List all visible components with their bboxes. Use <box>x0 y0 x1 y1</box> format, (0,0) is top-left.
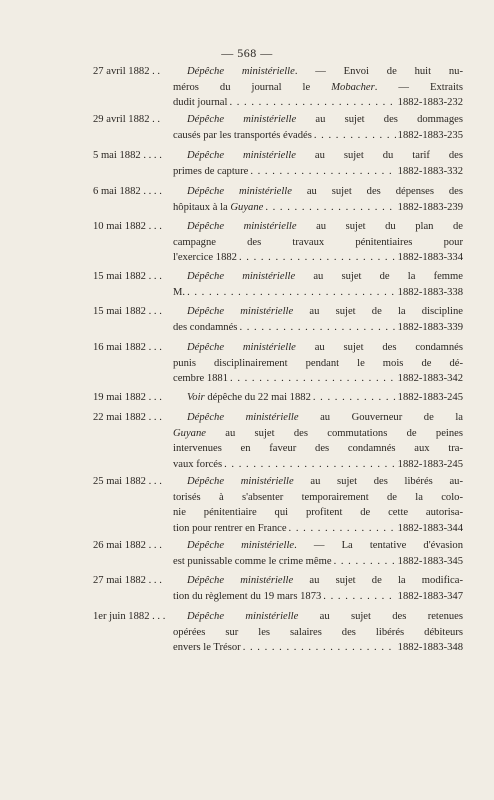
entry-line <box>173 200 463 216</box>
entry-line: Dépêche ministérielle. — Envoi de huit nu- <box>187 66 463 77</box>
entry-date: 27 mai 1882 . . . <box>93 575 162 586</box>
entry-line: nie pénitentiaire qui profitent de cette autorisa- <box>173 507 463 519</box>
entry-line: Dépêche ministérielle au sujet des dommages <box>187 114 463 125</box>
dot-leader <box>239 250 396 266</box>
entry-line-text: est punissable comme le crime même <box>173 555 332 567</box>
entry-reference: 1882-1883-348 <box>397 642 463 654</box>
entry-line: Dépêche ministérielle au sujet des libérés au- <box>187 476 463 487</box>
entry-line-text: Voir dépêche du 22 mai 1882 <box>187 392 311 403</box>
entry-line: Dépêche ministérielle au sujet du tarif des <box>187 150 463 161</box>
entry-description <box>173 64 463 111</box>
dot-leader <box>230 371 396 387</box>
entry-line: intervenues en faveur des condamnés aux tra- <box>173 443 463 455</box>
entry-date: 15 mai 1882 . . . <box>93 306 162 317</box>
entry-line-text: primes de capture <box>173 165 249 177</box>
entry-date: 27 avril 1882 . . <box>93 66 161 77</box>
entry-line-text: hôpitaux à la Guyane <box>173 201 264 213</box>
entry-line-text: dudit journal <box>173 97 228 109</box>
dot-leader <box>187 285 396 301</box>
dot-leader <box>313 390 396 406</box>
entry-line <box>173 521 463 537</box>
entry-description <box>173 474 463 536</box>
entry-line-text: l'exercice 1882 <box>173 252 237 264</box>
entry-date: 22 mai 1882 . . . <box>93 412 162 423</box>
entry-line <box>173 128 463 144</box>
entry-reference: 1882-1883-245 <box>397 392 463 403</box>
entry-line-text: des condamnés <box>173 321 238 333</box>
entry-reference: 1882-1883-235 <box>397 129 463 141</box>
entry-line-text: M. <box>173 286 186 298</box>
entry-line-text: tion du règlement du 19 mars 1873 <box>173 590 322 602</box>
entry-line <box>173 320 463 336</box>
entry-date: 1er juin 1882 . . . <box>93 611 166 622</box>
entry-date: 29 avril 1882 . . <box>93 114 161 125</box>
entry-line: Dépêche ministérielle au sujet des dépenses des <box>187 186 463 197</box>
entry-line: méros du journal le Mobacher. — Extraits <box>173 81 463 93</box>
entry-reference: 1882-1883-347 <box>397 590 463 602</box>
entry-line: Dépêche ministérielle au sujet des retenues <box>187 611 463 622</box>
entry-description <box>173 538 463 569</box>
entry-line-text: envers le Trésor <box>173 642 241 654</box>
dot-leader <box>323 589 395 605</box>
entry-description <box>173 410 463 472</box>
entry-reference: 1882-1883-338 <box>397 286 463 298</box>
entry-line: opérées sur les salaires des libérés débiteurs <box>173 626 463 638</box>
entry-line: punis disciplinairement pendant le mois de dé- <box>173 357 463 369</box>
entry-line: campagne des travaux pénitentiaires pour <box>173 236 463 248</box>
entry-line-text: tion pour rentrer en France <box>173 522 287 534</box>
entry-line <box>173 640 463 656</box>
entry-line <box>173 285 463 301</box>
entry-line: Dépêche ministérielle. — La tentative d'évasion <box>187 540 463 551</box>
entry-line: Dépêche ministérielle au sujet de la discipline <box>187 306 463 317</box>
entry-reference: 1882-1883-332 <box>397 165 463 177</box>
entry-date: 15 mai 1882 . . . <box>93 271 162 282</box>
entry-line <box>173 554 463 570</box>
entry-description <box>173 609 463 656</box>
entry-line: Dépêche ministérielle au sujet du plan de <box>187 221 463 232</box>
entry-line <box>173 95 463 111</box>
entry-line: Dépêche ministérielle au sujet des condamnés <box>187 342 463 353</box>
entry-date: 10 mai 1882 . . . <box>93 221 162 232</box>
entry-line: Dépêche ministérielle au Gouverneur de la <box>187 412 463 423</box>
entry-line <box>173 371 463 387</box>
entry-date: 16 mai 1882 . . . <box>93 342 162 353</box>
entry-description <box>173 390 463 406</box>
dot-leader <box>265 200 395 216</box>
dot-leader <box>314 128 396 144</box>
entry-line: Guyane au sujet des commutations de peines <box>173 427 463 439</box>
entry-line-text: vaux forcés <box>173 458 223 470</box>
entry-line <box>173 390 463 406</box>
entry-description <box>173 148 463 179</box>
entry-line-text: causés par les transportés évadés <box>173 129 312 141</box>
dot-leader <box>224 457 396 473</box>
entry-line-text: cembre 1881 <box>173 373 229 385</box>
page-number: — 568 — <box>221 46 273 60</box>
entry-reference: 1882-1883-344 <box>397 522 463 534</box>
entry-description <box>173 304 463 335</box>
entry-description <box>173 340 463 387</box>
dot-leader <box>229 95 395 111</box>
dot-leader <box>250 164 395 180</box>
entry-description <box>173 184 463 215</box>
entry-line <box>173 164 463 180</box>
entry-description <box>173 219 463 266</box>
entry-date: 26 mai 1882 . . . <box>93 540 162 551</box>
entry-line: Dépêche ministérielle au sujet de la femme <box>187 271 463 282</box>
entry-date: 6 mai 1882 . . . . <box>93 186 162 197</box>
entry-description <box>173 573 463 604</box>
entry-description <box>173 112 463 143</box>
dot-leader <box>243 640 396 656</box>
entry-date: 19 mai 1882 . . . <box>93 392 162 403</box>
entry-reference: 1882-1883-339 <box>397 321 463 333</box>
entry-line: Dépêche ministérielle au sujet de la modifica- <box>187 575 463 586</box>
entry-date: 25 mai 1882 . . . <box>93 476 162 487</box>
entry-reference: 1882-1883-342 <box>397 373 463 385</box>
entry-reference: 1882-1883-239 <box>397 201 463 213</box>
entry-line <box>173 589 463 605</box>
dot-leader <box>239 320 395 336</box>
entry-line <box>173 457 463 473</box>
entry-reference: 1882-1883-345 <box>397 555 463 567</box>
entry-reference: 1882-1883-232 <box>397 97 463 109</box>
entry-reference: 1882-1883-245 <box>397 458 463 470</box>
entry-description <box>173 269 463 300</box>
dot-leader <box>334 554 396 570</box>
entry-date: 5 mai 1882 . . . . <box>93 150 162 161</box>
entry-reference: 1882-1883-334 <box>397 252 463 264</box>
dot-leader <box>289 521 396 537</box>
entry-line: torisés à s'absenter temporairement de la colo- <box>173 491 463 503</box>
entry-line <box>173 250 463 266</box>
